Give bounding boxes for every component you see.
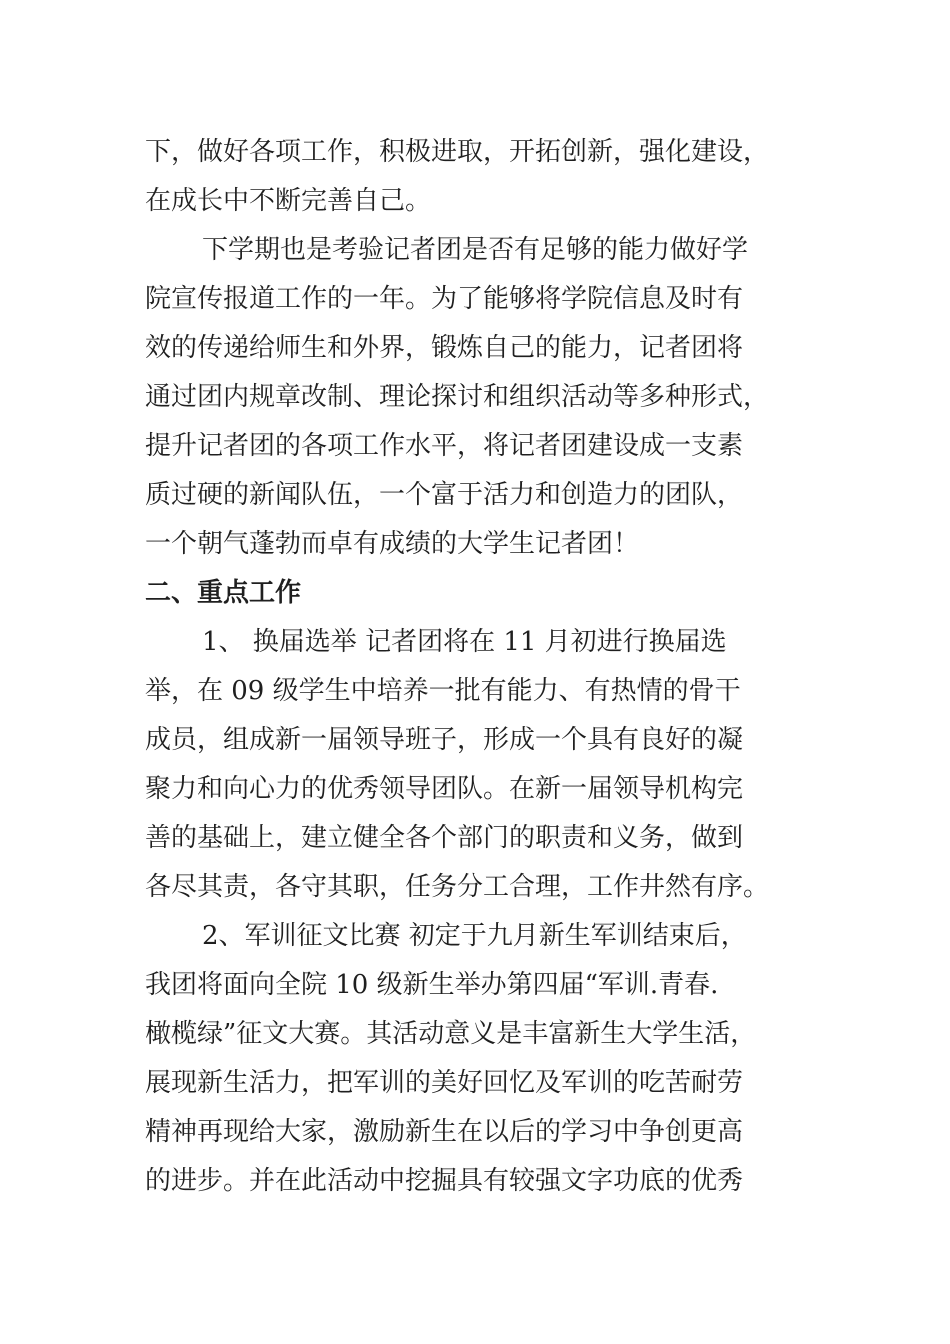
- text-line: 1、 换届选举 记者团将在 11 月初进行换届选: [202, 627, 727, 657]
- text-line: 提升记者团的各项工作水平，将记者团建设成一支素: [145, 431, 744, 461]
- text-line: 通过团内规章改制、理论探讨和组织活动等多种形式，: [145, 382, 770, 412]
- text-line: 下，做好各项工作，积极进取，开拓创新，强化建设，: [145, 137, 770, 167]
- text-line: 下学期也是考验记者团是否有足够的能力做好学: [202, 235, 749, 265]
- paragraph-continuation: [145, 128, 835, 226]
- text-line: 院宣传报道工作的一年。为了能够将学院信息及时有: [145, 284, 744, 314]
- text-line: 质过硬的新闻队伍，一个富于活力和创造力的团队，: [145, 480, 744, 510]
- section-heading: 二、重点工作: [145, 578, 302, 608]
- text-line: 的进步。并在此活动中挖掘具有较强文字功底的优秀: [145, 1166, 744, 1196]
- text-line: 精神再现给大家，激励新生在以后的学习中争创更高: [145, 1117, 744, 1147]
- text-line: 在成长中不断完善自己。: [145, 186, 432, 216]
- paragraph-semester-goals: [145, 226, 835, 569]
- list-item-election: [145, 618, 835, 912]
- text-line: 展现新生活力，把军训的美好回忆及军训的吃苦耐劳: [145, 1068, 744, 1098]
- document-page: [145, 128, 835, 1206]
- text-line: 聚力和向心力的优秀领导团队。在新一届领导机构完: [145, 774, 744, 804]
- text-line: 我团将面向全院 10 级新生举办第四届“军训.青春.: [145, 970, 719, 1000]
- text-line: 成员，组成新一届领导班子，形成一个具有良好的凝: [145, 725, 744, 755]
- list-item-essay-contest: [145, 912, 835, 1206]
- text-line: 橄榄绿”征文大赛。其活动意义是丰富新生大学生活，: [145, 1019, 757, 1049]
- text-line: 举，在 09 级学生中培养一批有能力、有热情的骨干: [145, 676, 741, 706]
- text-line: 一个朝气蓬勃而卓有成绩的大学生记者团！: [145, 529, 640, 559]
- text-line: 善的基础上，建立健全各个部门的职责和义务，做到: [145, 823, 744, 853]
- text-line: 各尽其责，各守其职，任务分工合理，工作井然有序。: [145, 872, 770, 902]
- text-line: 效的传递给师生和外界，锻炼自己的能力，记者团将: [145, 333, 744, 363]
- text-line: 2、军训征文比赛 初定于九月新生军训结束后，: [202, 921, 747, 951]
